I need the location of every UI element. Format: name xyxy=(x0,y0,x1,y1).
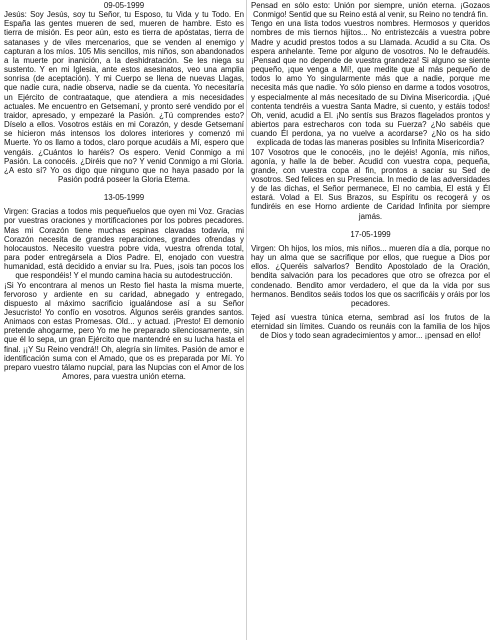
message-body: Tengo en una lista todos vuestros nombres. Hermosos y queridos nombres de mis tiernos hijitos... No entristezcáis a vuestra pobre Madre y acudid prestos todos a su Llamada. Acudid a su Cita. Os espera anhelante. Teme por alguno de vosotros. No le defraudéis. ¡Pensad que no depende de vuestra grandeza! Si alguno se siente pequeño, ¡que venga a Mí!, que medite que al más pequeño de todos lo amo Yo singularmente más que a nadie, porque me necesita más que nadie. Yo sólo pienso en darme a todos vosotros, y especialmente al más necesitado de su Divina Misericordia. ¡Qué contenta tendréis a vuestra Santa Madre, si cuento, y estáis todos! Oh, venid, acudid a El. ¡No sentís sus Brazos flagelados prontos y abiertos para estrecharos con toda su Fuerza? ¿No sabéis que cuando Él perdona, ya no vuelve a acordarse? ¿No os ha sido explicada de todas las maneras posibles su Infinita Misericordia? xyxy=(251,19,490,148)
message-body: Tejed así vuestra túnica eterna, sembrad así los frutos de la eternidad sin límites. Cuando os reunáis con la familia de los hijos de Dios y todo sean agradecimientos y amor... ¡pensad en ello! xyxy=(251,313,490,341)
message-body: 107 Vosotros que le conocéis, ¡no le dejéis! Agonía, mis niños, agonía, y halle la de beber. Acudid con vuestra copa, pequeña, grande, con vuestra copa al fin, prontos a saciar su Sed de vosotros. Sed felices en su Presencia. In medio de las adversidades y de las dichas, el Señor permanece, El no cambia, El está y Él estará. Volad a El. Sus Brazos, su Espíritu os recogerá y os fundiréis en ese Horno ardiente de Caridad Infinita por siempre jamás. xyxy=(251,147,490,221)
message-date: 13-05-1999 xyxy=(103,193,145,203)
message-body: Jesús: Soy Jesús, soy tu Señor, tu Esposo, tu Vida y tu Todo. En España las gentes mueren de sed, mueren de hambre. Esto es tierra de misión. Es peor aún, esto es tierra de apóstatas, tierra de satanases y de viles mercenarios, que se venden al enemigo y capturan a los míos. 105 Mis sencillos, mis niños, son abandonados a la muerte por inanición, a la deshidratación. Se les niega su sustento. Y en mi Iglesia, ante estos asesinatos, veo una amplia sonrisa (de aceptación). Y mi Cuerpo se llena de nuevas Llagas, que nadie cura, nadie observa, nadie se da cuenta. Yo necesitaría un Ejército de contraataque, que atendiera a mis necesidades actuales. Me encuentro en Getsemaní, y pronto seré vendido por el traidor, apresado, y empezaré la Pasión. ¿Tú comprendes esto? Díselo a ellos. Vosotros estáis en mi Corazón, y desde Getsemaní se hicieron más intensos los dolores interiores y comenzó mi Muerte. Yo os llamo a todos, claro porque acudáis a Mí, espero que vengáis. ¿Cuántos lo haréis? Os espero. Venid Conmigo a mi Pasión. La conocéis. ¿Diréis que no? Y venid Conmigo a mi Gloria. ¿A esto sí? Yo os digo que ninguno que no haya pasado por la Pasión podrá poseer la Gloria Eterna. xyxy=(4,10,244,184)
message-body: ¡Si Yo encontrara al menos un Resto fiel hasta la misma muerte, fervoroso y ardiente en su caridad, abnegado y entregado, dispuesto al máximo sacrificio igualándose así a su Señor Jesucristo! Yo confío en vosotros. Algunos seréis grandes santos. Animaos con estas Promesas. Old... y actuad. ¡Presto! El demonio pretende ahogarme, pero Yo me he preparado silenciosamente, sin que él lo sepa, un gran Ejército que mantendré en su lucha hasta el final. ¡¡Y Su Reino vendrá!! Oh, alegría sin límites. Pasión de amor e identificación suma con el Amado, que os es preparada por Mí. Yo preparo vuestro tálamo nupcial, para las Nupcias con el Amor de los Amores, para vuestra unión eterna. xyxy=(4,280,244,382)
column-divider xyxy=(246,0,247,640)
message-body: Virgen: Oh hijos, los míos, mis niños... mueren día a día, porque no hay un alma que se sacrifique por ellos, que ruegue a Dios por ellos. ¿Queréis salvarlos? Bendito Apostolado de la Oración, bendita salvación para los pecadores que otro se ofrezca por el condenado. Bendito amor verdadero, el que da la vida por sus hermanos. Benditos seáis todos los que os sacrificáis y oráis por los pecadores. xyxy=(251,243,490,308)
message-date: 17-05-1999 xyxy=(350,229,391,239)
section-gap xyxy=(4,184,244,193)
right-column xyxy=(251,1,490,340)
message-body: Pensad en sólo esto: Unión por siempre, unión eterna. ¡Gozaos Conmigo! Sentid que su Reino está al venir, su Reino no tendrá fin. xyxy=(251,1,490,20)
left-column xyxy=(4,1,244,381)
message-date: 09-05-1999 xyxy=(103,1,145,10)
section-gap xyxy=(251,221,490,230)
message-body: Virgen: Gracias a todos mis pequeñuelos que oyen mi Voz. Gracias por vuestras oraciones y mortificaciones por los pobres pecadores. Mas mi Corazón tiene muchas espinas clavadas todavía, mi Corazón necesita de grandes reparaciones, grandes ofrendas y holocaustos. Necesito vuestra pobre vida, vuestra ofrenda total, para poder entregársela a Dios Padre. El, enojado con vuestra humanidad, está decidido a enviar su Ira. Pues, ¡sois tan pocos los que respondéis! Y el mundo camina hacia su autodestrucción. xyxy=(4,207,244,281)
